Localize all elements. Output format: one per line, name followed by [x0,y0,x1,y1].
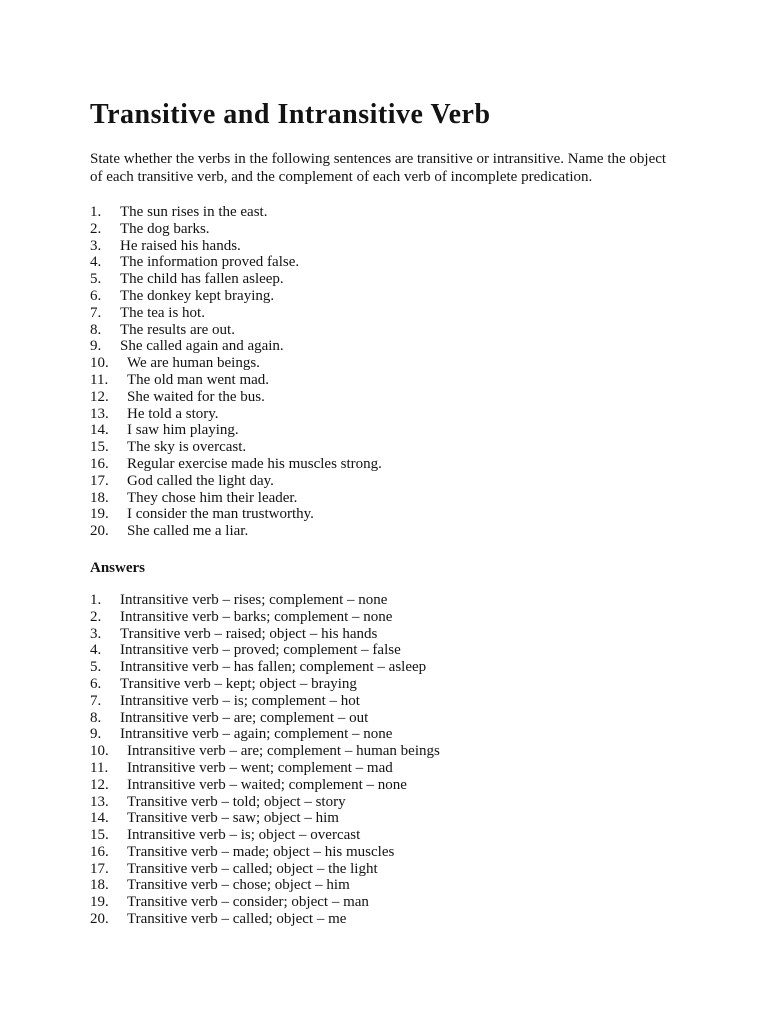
item-text: The tea is hot. [120,304,205,321]
item-text: The donkey kept braying. [120,287,275,304]
item-number: 12. [90,776,109,793]
item-text: Transitive verb – raised; object – his hands [120,625,378,642]
item-text: Transitive verb – called; object – me [127,911,347,928]
item-number: 14. [90,422,109,439]
list-item [90,271,680,288]
item-number: 5. [90,659,102,676]
list-item [90,676,680,693]
item-number: 7. [90,304,102,321]
list-item [90,305,680,322]
item-text: The old man went mad. [127,371,270,388]
item-text: Intransitive verb – are; complement – human beings [127,743,440,760]
list-item [90,659,680,676]
item-text: Intransitive verb – went; complement – mad [127,759,393,776]
item-text: He raised his hands. [120,237,241,254]
answers-heading: Answers [90,559,145,576]
list-item [90,642,680,659]
list-item [90,490,680,507]
answers-list [90,592,680,928]
list-item [90,777,680,794]
item-text: The child has fallen asleep. [120,271,284,288]
list-item [90,609,680,626]
item-text: Transitive verb – kept; object – braying [120,675,357,692]
item-text: Transitive verb – consider; object – man [127,894,369,911]
item-number: 10. [90,743,109,760]
item-number: 15. [90,439,109,456]
item-number: 4. [90,642,102,659]
list-item [90,422,680,439]
list-item [90,355,680,372]
item-number: 2. [90,608,102,625]
item-number: 19. [90,894,109,911]
item-number: 17. [90,472,109,489]
list-item [90,338,680,355]
item-text: She called again and again. [120,338,284,355]
item-number: 6. [90,675,102,692]
item-text: Intransitive verb – are; complement – out [120,709,369,726]
item-text: He told a story. [127,405,219,422]
item-text: Transitive verb – made; object – his muscles [127,843,395,860]
item-number: 16. [90,455,109,472]
item-text: Transitive verb – told; object – story [127,793,346,810]
list-item [90,506,680,523]
item-number: 19. [90,506,109,523]
item-number: 18. [90,489,109,506]
item-text: Intransitive verb – again; complement – none [120,726,393,743]
list-item [90,439,680,456]
item-text: The dog barks. [120,220,210,237]
item-number: 5. [90,271,102,288]
list-item [90,204,680,221]
item-number: 6. [90,287,102,304]
list-item [90,760,680,777]
item-text: She called me a liar. [127,523,249,540]
list-item [90,473,680,490]
page-title: Transitive and Intransitive Verb [90,99,491,130]
list-item [90,726,680,743]
item-number: 20. [90,523,109,540]
list-item [90,911,680,928]
item-number: 2. [90,220,102,237]
item-text: Transitive verb – chose; object – him [127,877,350,894]
item-number: 11. [90,759,109,776]
list-item [90,710,680,727]
list-item [90,794,680,811]
list-item [90,372,680,389]
list-item [90,254,680,271]
item-text: I saw him playing. [127,422,239,439]
item-number: 3. [90,625,102,642]
item-number: 12. [90,388,109,405]
item-text: Transitive verb – saw; object – him [127,810,339,827]
item-text: Intransitive verb – waited; complement – none [127,776,407,793]
list-item [90,827,680,844]
item-number: 13. [90,793,109,810]
item-number: 3. [90,237,102,254]
list-item [90,894,680,911]
item-text: I consider the man trustworthy. [127,506,314,523]
item-text: Regular exercise made his muscles strong. [127,455,382,472]
list-item [90,844,680,861]
item-number: 15. [90,827,109,844]
item-number: 9. [90,726,102,743]
item-number: 20. [90,911,109,928]
item-text: Intransitive verb – barks; complement – none [120,608,393,625]
item-number: 9. [90,338,102,355]
list-item [90,877,680,894]
item-text: Intransitive verb – has fallen; complement – asleep [120,659,427,676]
list-item [90,523,680,540]
item-text: Intransitive verb – is; complement – hot [120,692,360,709]
list-item [90,743,680,760]
item-text: Intransitive verb – is; object – overcast [127,827,361,844]
item-number: 18. [90,877,109,894]
item-number: 13. [90,405,109,422]
item-text: The results are out. [120,321,235,338]
instructions-text: State whether the verbs in the following sentences are transitive or intransitive. Name the object of each transitive verb, and the complement of each verb of incomplete predication. [90,151,667,185]
item-number: 8. [90,709,102,726]
item-number: 8. [90,321,102,338]
item-number: 16. [90,843,109,860]
item-text: Intransitive verb – proved; complement – false [120,642,401,659]
list-item [90,861,680,878]
list-item [90,626,680,643]
list-item [90,406,680,423]
list-item [90,389,680,406]
item-text: They chose him their leader. [127,489,298,506]
item-number: 1. [90,204,102,220]
list-item [90,221,680,238]
item-number: 17. [90,860,109,877]
item-text: Transitive verb – called; object – the light [127,860,378,877]
item-number: 7. [90,692,102,709]
item-number: 11. [90,371,109,388]
item-text: Intransitive verb – rises; complement – none [120,591,388,608]
item-text: God called the light day. [127,472,274,489]
list-item [90,288,680,305]
item-text: She waited for the bus. [127,388,265,405]
item-text: The information proved false. [120,254,300,271]
list-item [90,456,680,473]
item-number: 10. [90,355,109,372]
questions-list [90,204,680,540]
list-item [90,592,680,609]
item-text: We are human beings. [127,355,260,372]
item-number: 14. [90,810,109,827]
item-number: 1. [90,591,102,608]
list-item [90,810,680,827]
item-text: The sun rises in the east. [120,204,268,220]
list-item [90,322,680,339]
list-item [90,238,680,255]
item-text: The sky is overcast. [127,439,247,456]
item-number: 4. [90,254,102,271]
list-item [90,693,680,710]
